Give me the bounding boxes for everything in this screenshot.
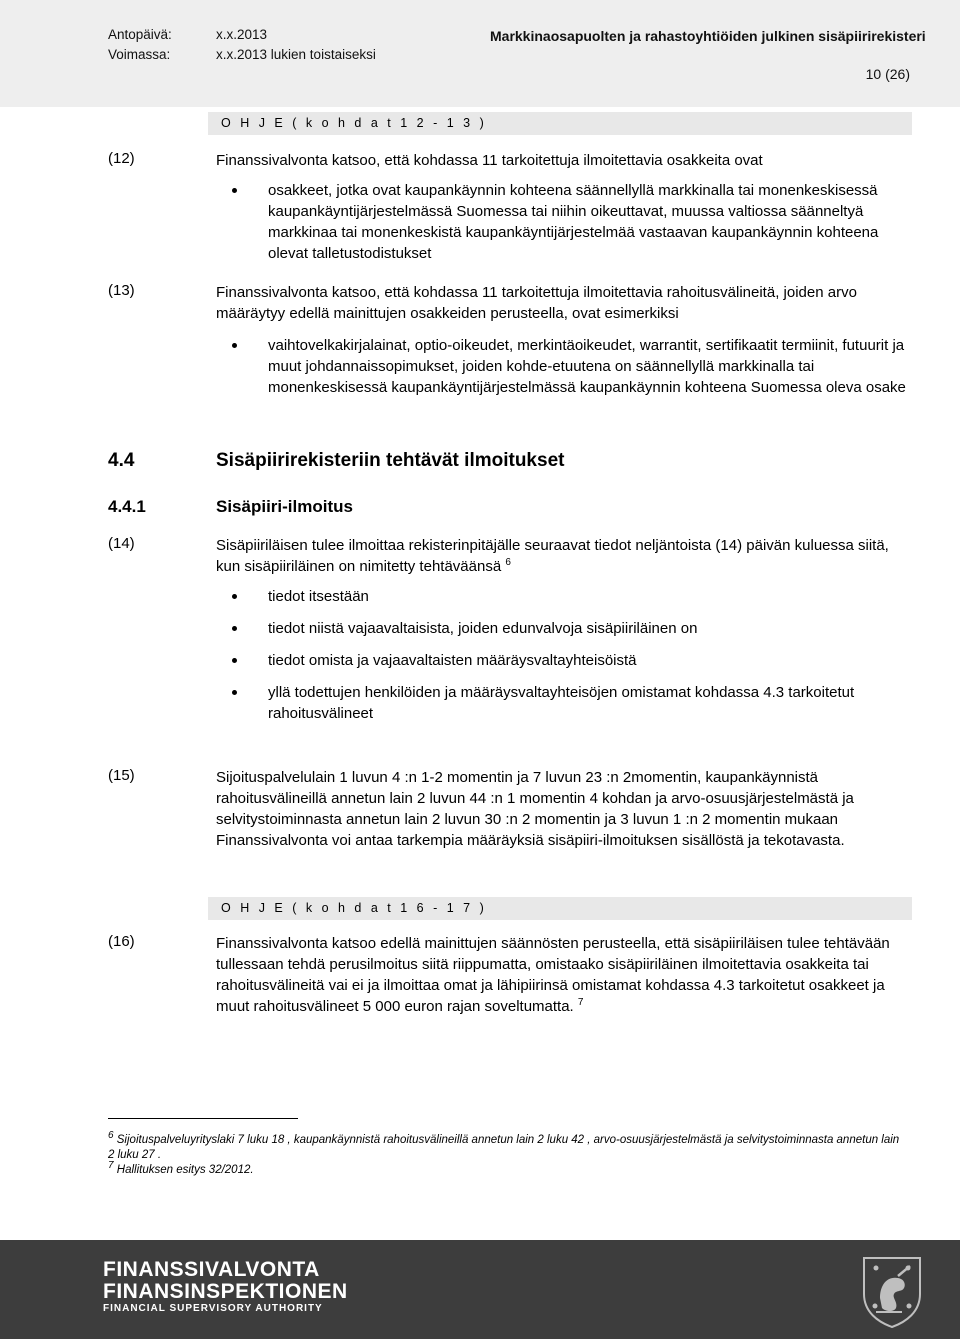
- document-title: Markkinaosapuolten ja rahastoyhtiöiden julkinen sisäpiirirekisteri: [490, 28, 926, 44]
- footer-brand-sv: FINANSINSPEKTIONEN: [103, 1280, 348, 1303]
- footnote-6-text: Sijoituspalveluyrityslaki 7 luku 18 , kaupankäynnistä rahoitusvälineillä annetun lain 2 luku 42 , arvo-osuusjärjestelmästä ja selvitystoiminnasta annetun lain 2 luku 27 .: [108, 1134, 900, 1161]
- page-number: 10 (26): [865, 66, 910, 82]
- paragraph-15-text: Sijoituspalvelulain 1 luvun 4 :n 1-2 momentin ja 7 luvun 23 :n 2momentin, kaupankäynnistä rahoitusvälineillä annetun lain 2 luvun 44 :n 1 momentin 4 kohdan ja arvo-osuusjärjestelmästä ja selvitystoiminnasta annetun lain 2 luvun 30 :n 2 momentin ja 3 luvun 1 :n 2 momentin mukaan Finanssivalvonta voi antaa tarkempia määräyksiä sisäpiiri-ilmoituksen sisällöstä ja tekotavasta.: [216, 769, 854, 849]
- footer-brand-fi: FINANSSIVALVONTA: [103, 1258, 320, 1281]
- paragraph-16-text: [216, 933, 906, 1017]
- guide-bar-12-13: O H J E ( k o h d a t 1 2 - 1 3 ): [208, 112, 912, 135]
- paragraph-12-text: Finanssivalvonta katsoo, että kohdassa 11 tarkoitettuja ilmoitettavia osakkeita ovat: [216, 152, 763, 169]
- list-item: tiedot itsestään: [232, 586, 912, 607]
- paragraph-13-list: [232, 335, 912, 398]
- paragraph-number-16: (16): [108, 933, 135, 950]
- paragraph-number-12: (12): [108, 150, 135, 167]
- voimassa-label: Voimassa:: [108, 47, 171, 62]
- paragraph-14-text: [216, 535, 906, 577]
- paragraph-12-list: [232, 180, 912, 264]
- guide-bar-16-17: O H J E ( k o h d a t 1 6 - 1 7 ): [208, 897, 912, 920]
- list-item: vaihtovelkakirjalainat, optio-oikeudet, merkintäoikeudet, warrantit, sertifikaatit termiinit, futuurit ja muut johdannaissopimukset, joiden kohde-etuutena on säännellyllä markkinalla tai monenkeskisessä kaupankäyntijärjestelmässä kaupankäynnin kohteena Suomessa oleva osake: [232, 335, 912, 398]
- section-number-4-4-1: 4.4.1: [108, 497, 146, 516]
- footnote-divider: [108, 1118, 298, 1119]
- paragraph-number-13: (13): [108, 282, 135, 299]
- list-item: osakkeet, jotka ovat kaupankäynnin kohteena säännellyllä markkinalla tai monenkeskisessä kaupankäyntijärjestelmässä Suomessa tai niihin oikeuttavat, muussa valtiossa säänneltyä markkinaa tai monenkeskistä kaupankäyntijärjestelmää vastaavan kaupankäynnin kohteena olevat talletustodistukset: [232, 180, 912, 264]
- page-header: [0, 0, 960, 107]
- section-number-4-4: 4.4: [108, 450, 135, 471]
- list-item: yllä todettujen henkilöiden ja määräysvaltayhteisöjen omistamat kohdassa 4.3 tarkoitetut rahoitusvälineet: [232, 682, 912, 724]
- antopaiva-value: x.x.2013: [216, 27, 268, 42]
- paragraph-14-list: [232, 586, 912, 724]
- voimassa-value: x.x.2013 lukien toistaiseksi: [216, 47, 376, 62]
- paragraph-13-text: Finanssivalvonta katsoo, että kohdassa 11 tarkoitettuja ilmoitettavia rahoitusvälineitä, joiden arvo määräytyy edellä mainittujen osakkeiden perusteella, ovat esimerkiksi: [216, 284, 857, 322]
- footer-brand-en: FINANCIAL SUPERVISORY AUTHORITY: [103, 1303, 323, 1314]
- paragraph-number-14: (14): [108, 535, 135, 552]
- footnote-6: [108, 1130, 908, 1163]
- paragraph-16-body: Finanssivalvonta katsoo edellä mainittujen säännösten perusteella, että sisäpiiriläisen tulee tehtävään tullessaan tehdä perusilmoitus siitä riippumatta, omistaako sisäpiiriläinen ilmoitettavia osakkeita tai rahoitusvälineitä vai ei ja ilmoittaa omat ja lähipiirinsä omistamat kohdassa 4.3 tarkoitetut osakkeet ja muut rahoitusvälineet 5 000 euron rajan soveltumatta.: [216, 935, 890, 1015]
- list-item: tiedot omista ja vajaavaltaisten määräysvaltayhteisöistä: [232, 650, 912, 671]
- antopaiva-label: Antopäivä:: [108, 27, 172, 42]
- footnote-7-number: 7: [108, 1160, 114, 1172]
- footnote-ref-6: 6: [505, 557, 511, 568]
- paragraph-14-body: Sisäpiiriläisen tulee ilmoittaa rekisterinpitäjälle seuraavat tiedot neljäntoista (14) päivän kuluessa siitä, kun sisäpiiriläinen on nimitetty tehtäväänsä: [216, 537, 889, 575]
- lion-coat-of-arms-icon: [858, 1254, 926, 1330]
- list-item: tiedot niistä vajaavaltaisista, joiden edunvalvoja sisäpiiriläinen on: [232, 618, 912, 639]
- section-title-4-4: Sisäpiirirekisteriin tehtävät ilmoitukset: [216, 450, 565, 471]
- paragraph-number-15: (15): [108, 767, 135, 784]
- page-footer: [0, 1240, 960, 1339]
- footnote-ref-7: 7: [577, 997, 584, 1008]
- footnote-6-number: 6: [108, 1130, 114, 1142]
- section-title-4-4-1: Sisäpiiri-ilmoitus: [216, 497, 353, 516]
- footnote-7-text: Hallituksen esitys 32/2012.: [116, 1164, 254, 1176]
- footnote-7: [108, 1160, 908, 1178]
